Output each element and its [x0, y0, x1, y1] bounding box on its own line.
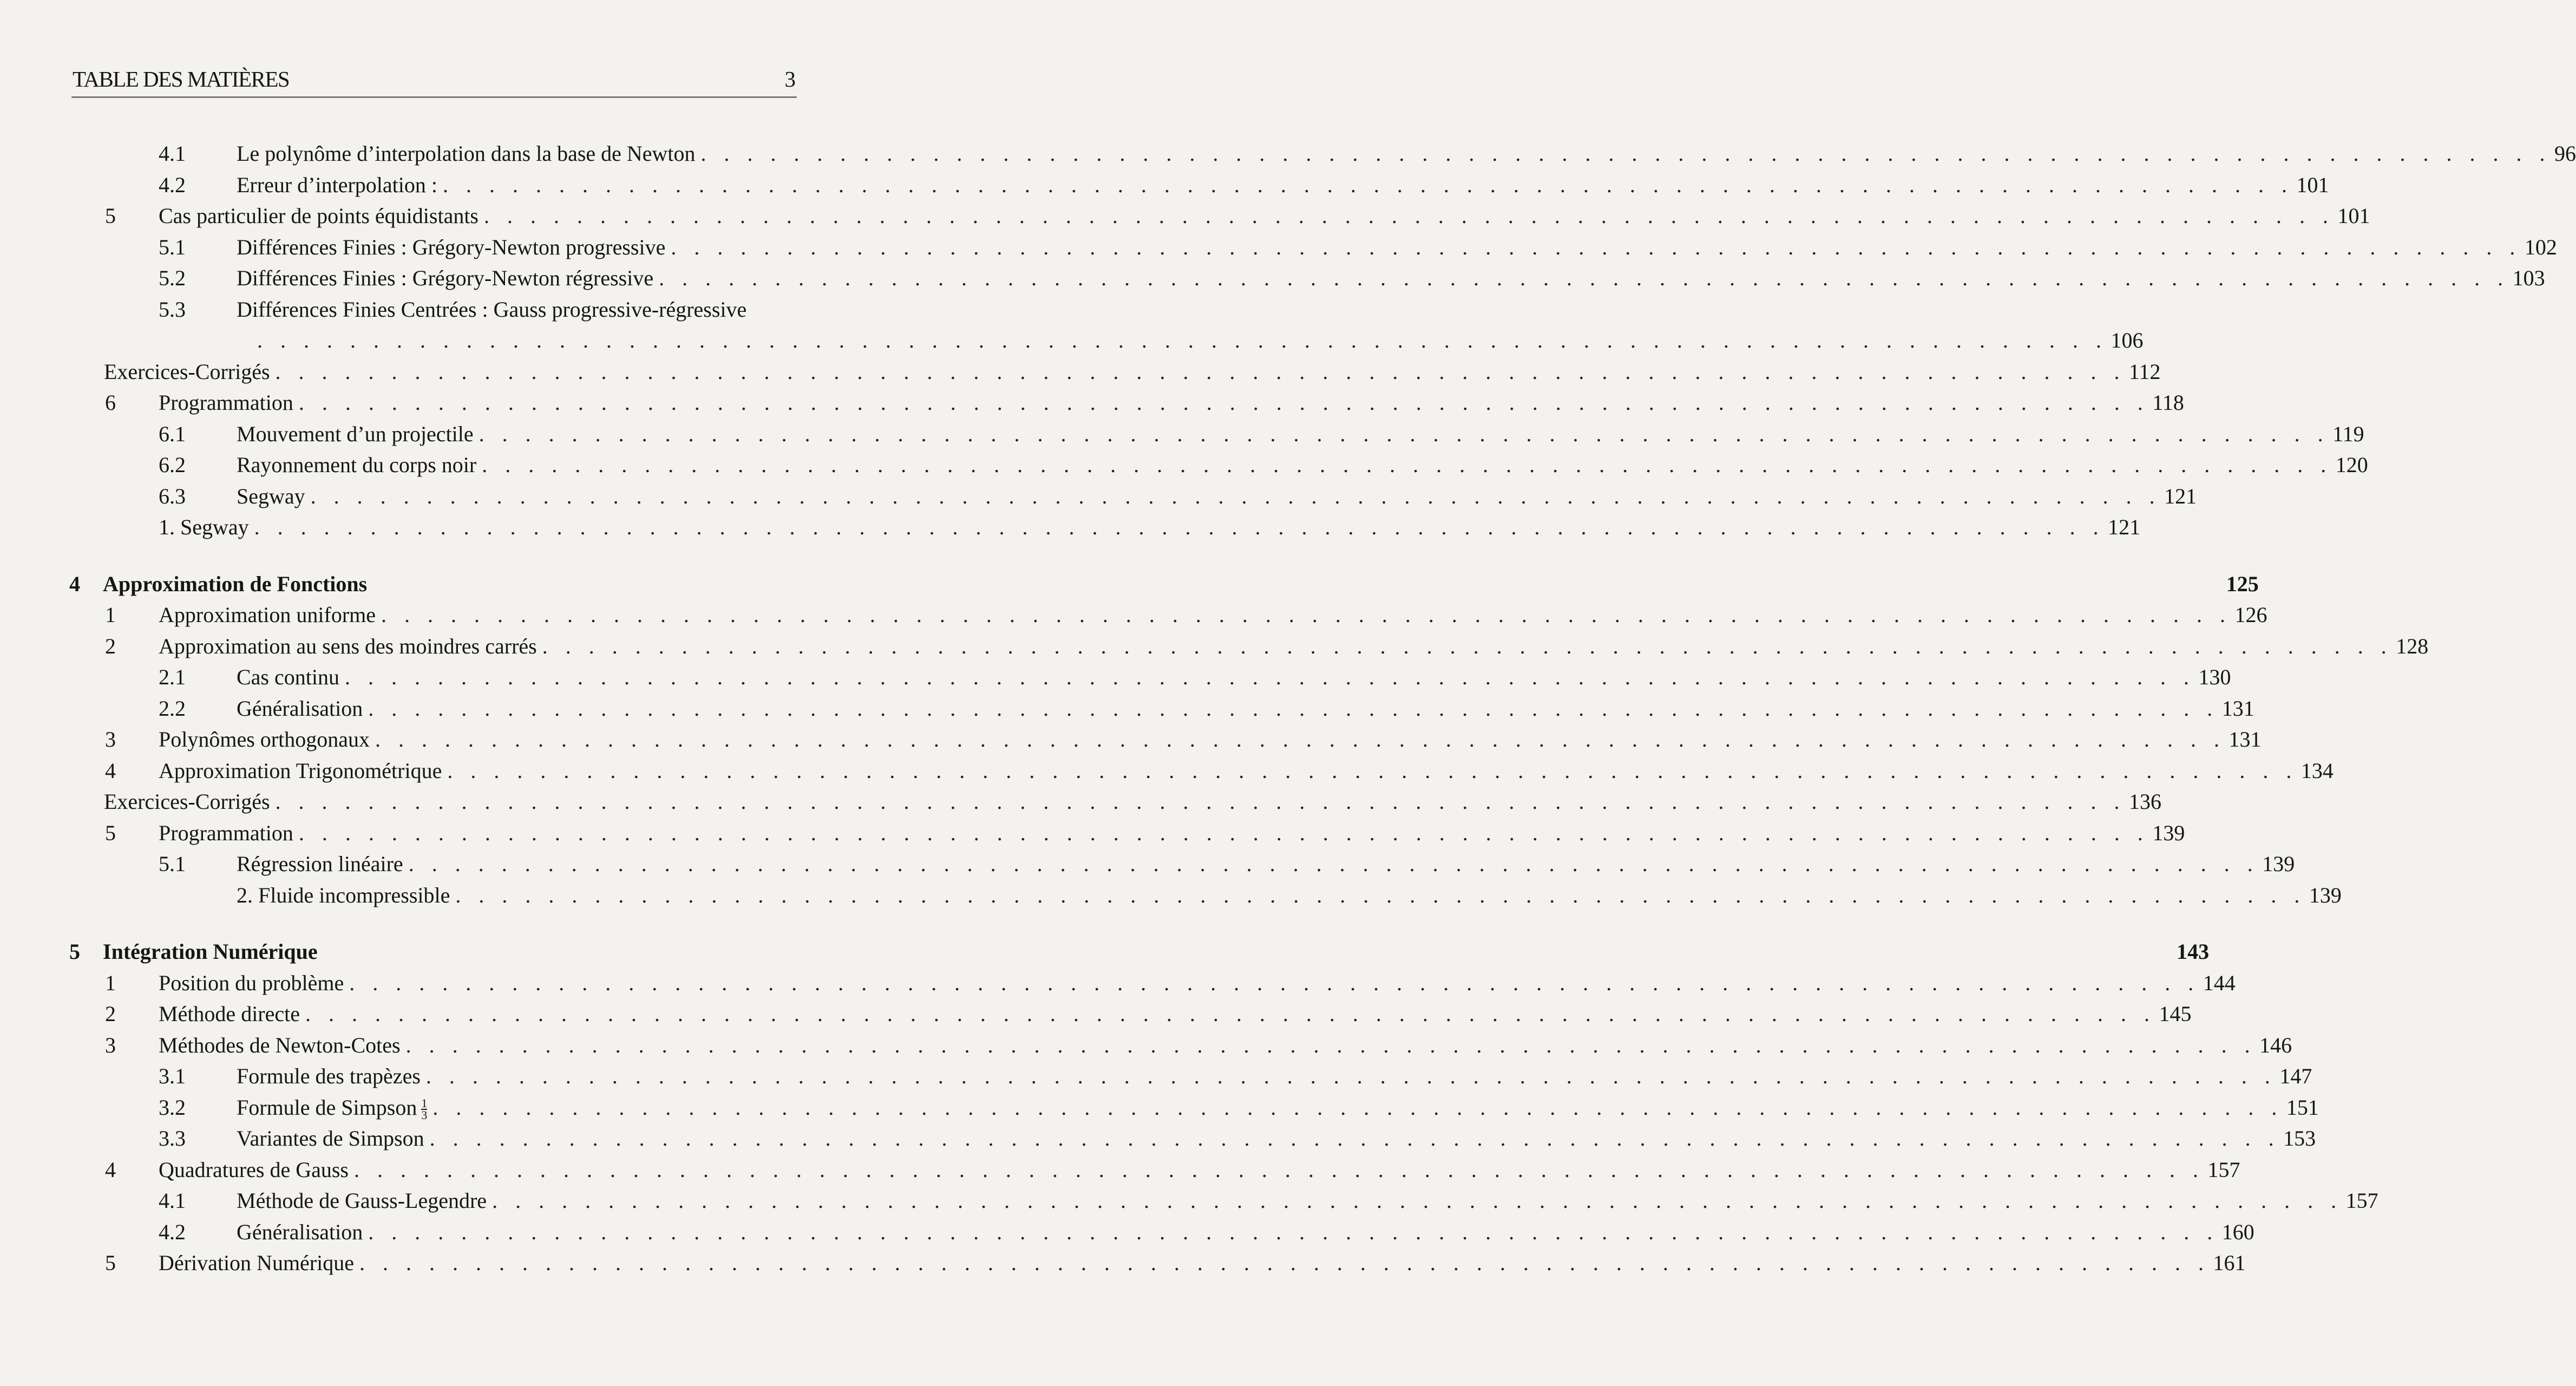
dot-leader: . . . . . . . . . . . . . . . . . . . . . . . . . . . . . . . . . . . . . . . . . . . . . . . . . . . . . . . . . . . . . . . . . . . . . . . . . . . . . . . .	[432, 1095, 2283, 1120]
dot-leader: . . . . . . . . . . . . . . . . . . . . . . . . . . . . . . . . . . . . . . . . . . . . . . . . . . . . . . . . . . . . . . . . . . . . . . . . . . . . . . . .	[275, 359, 2126, 384]
entry-title	[159, 724, 370, 755]
toc-entry	[0, 1247, 2246, 1279]
entry-number: 3.2	[159, 1095, 186, 1120]
toc-entry	[0, 1154, 2240, 1186]
entry-page-number: 161	[2213, 1251, 2246, 1275]
entry-title-text: Différences Finies : Grégory-Newton régressive	[237, 266, 654, 290]
entry-line	[159, 1030, 2292, 1061]
toc-entry	[0, 1061, 2312, 1092]
entry-title	[237, 1061, 421, 1092]
entry-title	[237, 1092, 427, 1123]
entry-title	[237, 138, 696, 169]
toc-entry	[0, 631, 2429, 662]
toc-entry	[0, 232, 2557, 263]
entry-line	[237, 1217, 2254, 1248]
dot-leader: . . . . . . . . . . . . . . . . . . . . . . . . . . . . . . . . . . . . . . . . . . . . . . . . . . . . . . . . . . . . . . . . . . . . . . . . . . . . . . . .	[368, 696, 2219, 721]
entry-title-text: Erreur d’interpolation :	[237, 172, 437, 197]
entry-title	[103, 936, 318, 967]
entry-line	[237, 263, 2545, 294]
entry-number: 2	[105, 1002, 116, 1026]
entry-title-text: Différences Finies Centrées : Gauss progressive-régressive	[237, 297, 747, 322]
entry-line	[159, 631, 2429, 662]
entry-line	[159, 818, 2185, 849]
dot-leader: . . . . . . . . . . . . . . . . . . . . . . . . . . . . . . . . . . . . . . . . . . . . . . . . . . . . . . . . . . . . . . . . . . . . . . . . . . . . . . . .	[381, 603, 2232, 627]
entry-line	[103, 568, 2259, 600]
entry-number: 2.2	[159, 696, 186, 721]
entry-title	[159, 818, 293, 849]
toc-entry	[0, 419, 2364, 450]
toc-entry	[0, 724, 2262, 755]
entry-title-text: Cas continu	[237, 665, 339, 689]
entry-line	[237, 169, 2329, 201]
toc-entry	[0, 848, 2295, 880]
entry-number: 5	[69, 939, 80, 964]
entry-title-text: Position du problème	[159, 970, 344, 995]
entry-title-text: 2. Fluide incompressible	[237, 882, 450, 907]
toc-chapter-entry	[0, 936, 2210, 967]
toc-entry	[0, 998, 2192, 1030]
entry-page-number: 147	[2279, 1064, 2312, 1088]
entry-number: 5.1	[159, 852, 186, 876]
toc-entry	[0, 169, 2329, 201]
entry-page-number: 134	[2300, 758, 2334, 783]
toc-entry	[0, 449, 2368, 481]
entry-title-text: Approximation Trigonométrique	[159, 758, 442, 783]
entry-page-number: 106	[2110, 328, 2144, 352]
entry-number: 4.2	[159, 1219, 186, 1244]
dot-leader: . . . . . . . . . . . . . . . . . . . . . . . . . . . . . . . . . . . . . . . . . . . . . . . . . . . . . . . . . . . . . . . . . . . . . . . . . . . . . . . .	[368, 1219, 2219, 1244]
entry-page-number: 146	[2259, 1032, 2292, 1057]
toc-entry	[0, 1123, 2316, 1154]
entry-page-number	[746, 294, 768, 325]
entry-title-text: Rayonnement du corps noir	[237, 453, 477, 477]
entry-number: 5	[105, 204, 116, 228]
entry-number: 6.1	[159, 421, 186, 446]
entry-line	[237, 880, 2342, 911]
entry-number: 5	[105, 820, 116, 845]
entry-line	[159, 724, 2262, 755]
entry-title-text: Régression linéaire	[237, 852, 403, 876]
entry-title	[237, 481, 305, 512]
page-number: 3	[784, 67, 796, 91]
entry-line	[237, 481, 2197, 512]
entry-number: 6.2	[159, 453, 186, 477]
entry-number: 4	[105, 758, 116, 783]
toc-entry	[0, 387, 2184, 419]
dot-leader: . . . . . . . . . . . . . . . . . . . . . . . . . . . . . . . . . . . . . . . . . . . . . . . . . . . . . . . . . . . . . . . . . . . . . . . . . . . . . . . .	[298, 390, 2149, 415]
entry-title-text: Méthode directe	[159, 1002, 300, 1026]
entry-title	[237, 693, 363, 724]
toc-entry	[0, 294, 851, 325]
entry-title-text: Méthode de Gauss-Legendre	[237, 1188, 487, 1213]
entry-number: 1	[105, 970, 116, 995]
dot-leader: . . . . . . . . . . . . . . . . . . . . . . . . . . . . . . . . . . . . . . . . . . . . . . . . . . . . . . . . . . . . . . . . . . . . . . . . . . . . . . . .	[425, 1064, 2277, 1088]
toc-entry	[0, 786, 2162, 818]
entry-title-text: Généralisation	[237, 696, 363, 721]
toc-entry	[0, 200, 2370, 232]
dot-leader: . . . . . . . . . . . . . . . . . . . . . . . . . . . . . . . . . . . . . . . . . . . . . . . . . . . . . . . . . . . . . . . . . . . . . . . . . . . . . . . .	[492, 1188, 2343, 1213]
entry-page-number: 145	[2159, 1002, 2192, 1026]
toc-entry	[0, 263, 2545, 294]
entry-page-number: 157	[2207, 1157, 2240, 1182]
entry-title	[237, 419, 474, 450]
entry-title-text: Approximation uniforme	[159, 603, 376, 627]
entry-page-number: 153	[2283, 1126, 2316, 1150]
running-header-title: TABLE DES MATIÈRES	[73, 67, 290, 91]
toc-entry	[0, 880, 2342, 911]
dot-leader: . . . . . . . . . . . . . . . . . . . . . . . . . . . . . . . . . . . . . . . . . . . . . . . . . . . . . . . . . . . . . . . . . . . . . . . . . . . . . . . .	[442, 172, 2293, 197]
entry-number: 4.1	[159, 141, 186, 166]
entry-title	[159, 512, 249, 543]
entry-line	[159, 512, 2141, 543]
entry-title-text: Généralisation	[237, 1219, 363, 1244]
entry-number: 3	[105, 1032, 116, 1057]
entry-title	[159, 1030, 401, 1061]
toc-entry	[0, 1217, 2254, 1248]
entry-number: 3.3	[159, 1126, 186, 1150]
entry-page-number: 121	[2164, 483, 2197, 508]
dot-leader: . . . . . . . . . . . . . . . . . . . . . . . . . . . . . . . . . . . . . . . . . . . . . . . . . . . . . . . . . . . . . . . . . . . . . . . . . . . . . . . .	[405, 1032, 2257, 1057]
entry-page-number: 125	[2226, 571, 2259, 596]
entry-line	[237, 138, 2576, 169]
entry-title	[237, 848, 403, 880]
entry-line	[104, 786, 2162, 818]
toc-entry	[0, 356, 2161, 388]
toc-entry	[0, 693, 2254, 724]
entry-title	[159, 998, 300, 1030]
toc-entry	[0, 967, 2236, 999]
dot-leader: . . . . . . . . . . . . . . . . . . . . . . . . . . . . . . . . . . . . . . . . . . . . . . . . . . . . . . . . . . . . . . . . . . . . . . . . . . . . . . . .	[484, 204, 2335, 228]
entry-title-text: Méthodes de Newton-Cotes	[159, 1032, 401, 1057]
entry-page-number: 118	[2152, 390, 2184, 415]
entry-title	[159, 1154, 349, 1186]
entry-title-text: Formule des trapèzes	[237, 1064, 421, 1088]
toc-entry	[0, 481, 2197, 512]
dot-leader: . . . . . . . . . . . . . . . . . . . . . . . . . . . . . . . . . . . . . . . . . . . . . . . . . . . . . . . . . . . . . . . . . . . . . . . . . . . . . . . .	[671, 234, 2521, 259]
header-rule-divider	[71, 96, 797, 98]
entry-title	[237, 662, 339, 693]
entry-number: 5.2	[159, 266, 186, 290]
entry-title	[159, 200, 479, 232]
dot-leader: . . . . . . . . . . . . . . . . . . . . . . . . . . . . . . . . . . . . . . . . . . . . . . . . . . . . . . . . . . . . . . . . . . . . . . . . . . . . . . . .	[257, 328, 2108, 352]
entry-title-text: Différences Finies : Grégory-Newton progressive	[237, 234, 666, 259]
entry-number: 5	[105, 1251, 116, 1275]
toc-entry	[0, 818, 2185, 849]
toc-entry	[0, 1185, 2378, 1217]
entry-line	[237, 232, 2557, 263]
entry-page-number: 126	[2234, 603, 2267, 627]
toc-entry	[0, 755, 2334, 787]
toc-entry	[0, 1030, 2292, 1061]
entry-number: 3	[105, 727, 116, 751]
entry-page-number: 143	[2177, 939, 2210, 964]
entry-number: 4.1	[159, 1188, 186, 1213]
entry-title	[237, 263, 653, 294]
entry-number: 6.3	[159, 483, 186, 508]
toc-entry	[0, 599, 2267, 631]
entry-line	[104, 356, 2161, 388]
entry-line	[159, 599, 2267, 631]
entry-title-text: Intégration Numérique	[103, 939, 318, 964]
entry-number: 2	[105, 633, 116, 658]
entry-title	[237, 169, 437, 201]
entry-title	[237, 449, 476, 481]
entry-title	[237, 1185, 487, 1217]
entry-page-number: 131	[2221, 696, 2254, 721]
entry-line	[237, 848, 2295, 880]
entry-number: 3.1	[159, 1064, 186, 1088]
entry-title	[159, 967, 344, 999]
dot-leader: . . . . . . . . . . . . . . . . . . . . . . . . . . . . . . . . . . . . . . . . . . . . . . . . . . . . . . . . . . . . . . . . . . . . . . . . . . . . . . . .	[310, 483, 2161, 508]
entry-number: 2.1	[159, 665, 186, 689]
entry-title	[159, 599, 376, 631]
entry-page-number: 103	[2512, 266, 2545, 290]
entry-page-number: 144	[2203, 970, 2236, 995]
entry-number: 6	[105, 390, 116, 415]
entry-title	[237, 232, 665, 263]
entry-title	[103, 568, 367, 600]
entry-number: 1	[105, 603, 116, 627]
entry-line	[237, 449, 2368, 481]
entry-page-number: 139	[2309, 882, 2342, 907]
entry-title-text: Programmation	[159, 390, 293, 415]
entry-line	[237, 1061, 2312, 1092]
entry-page-number: 151	[2286, 1095, 2319, 1120]
entry-page-number: 160	[2221, 1219, 2254, 1244]
entry-title	[104, 356, 270, 388]
entry-title-text: Exercices-Corrigés	[104, 359, 270, 384]
fraction-denominator: 3	[421, 1108, 428, 1122]
dot-leader: . . . . . . . . . . . . . . . . . . . . . . . . . . . . . . . . . . . . . . . . . . . . . . . . . . . . . . . . . . . . . . . . . . . . . . . . . . . . . . . .	[375, 727, 2226, 751]
dot-leader: . . . . . . . . . . . . . . . . . . . . . . . . . . . . . . . . . . . . . . . . . . . . . . . . . . . . . . . . . . . . . . . . . . . . . . . . . . . . . . . .	[447, 758, 2298, 783]
entry-title	[104, 786, 270, 818]
toc-entry	[0, 1092, 2319, 1123]
dot-leader: . . . . . . . . . . . . . . . . . . . . . . . . . . . . . . . . . . . . . . . . . . . . . . . . . . . . . . . . . . . . . . . . . . . . . . . . . . . . . . . .	[254, 515, 2105, 539]
toc-entry	[0, 138, 2576, 169]
entry-line	[237, 1185, 2378, 1217]
dot-leader: . . . . . . . . . . . . . . . . . . . . . . . . . . . . . . . . . . . . . . . . . . . . . . . . . . . . . . . . . . . . . . . . . . . . . . . . . . . . . . . .	[305, 1002, 2156, 1026]
entry-number: 5.1	[159, 234, 186, 259]
entry-line	[252, 325, 2144, 356]
entry-title-text: Le polynôme d’interpolation dans la base de Newton	[237, 141, 696, 166]
toc-entry	[0, 325, 2144, 356]
entry-line	[159, 998, 2192, 1030]
dot-leader: . . . . . . . . . . . . . . . . . . . . . . . . . . . . . . . . . . . . . . . . . . . . . . . . . . . . . . . . . . . . . . . . . . . . . . . . . . . . . . . .	[479, 421, 2330, 446]
dot-leader: . . . . . . . . . . . . . . . . . . . . . . . . . . . . . . . . . . . . . . . . . . . . . . . . . . . . . . . . . . . . . . . . . . . . . . . . . . . . . . . .	[359, 1251, 2210, 1275]
dot-leader: . . . . . . . . . . . . . . . . . . . . . . . . . . . . . . . . . . . . . . . . . . . . . . . . . . . . . . . . . . . . . . . . . . . . . . . . . . . . . . . .	[542, 633, 2393, 658]
toc-entry	[0, 512, 2141, 543]
entry-line	[237, 294, 768, 325]
dot-leader: . . . . . . . . . . . . . . . . . . . . . . . . . . . . . . . . . . . . . . . . . . . . . . . . . . . . . . . . . . . . . . . . . . . . . . . . . . . . . . . .	[344, 665, 2195, 689]
entry-title	[159, 631, 537, 662]
entry-title-text: 1. Segway	[159, 515, 249, 539]
entry-line	[159, 1154, 2240, 1186]
entry-page-number: 136	[2129, 789, 2162, 814]
dot-leader: . . . . . . . . . . . . . . . . . . . . . . . . . . . . . . . . . . . . . . . . . . . . . . . . . . . . . . . . . . . . . . . . . . . . . . . . . . . . . . . .	[298, 820, 2149, 845]
dot-leader: . . . . . . . . . . . . . . . . . . . . . . . . . . . . . . . . . . . . . . . . . . . . . . . . . . . . . . . . . . . . . . . . . . . . . . . . . . . . . . . .	[455, 882, 2306, 907]
entry-line	[237, 662, 2231, 693]
entry-title	[237, 1123, 424, 1154]
entry-line	[159, 1247, 2246, 1279]
entry-page-number: 102	[2524, 234, 2557, 259]
fraction-numerator: 1	[421, 1096, 428, 1110]
dot-leader: . . . . . . . . . . . . . . . . . . . . . . . . . . . . . . . . . . . . . . . . . . . . . . . . . . . . . . . . . . . . . . . . . . . . . . . . . . . . . . . .	[700, 141, 2552, 166]
entry-number: 4	[105, 1157, 116, 1182]
toc-entry	[0, 662, 2231, 693]
entry-title-text: Exercices-Corrigés	[104, 789, 270, 814]
entry-page-number: 157	[2345, 1188, 2378, 1213]
entry-line	[237, 1092, 2319, 1123]
dot-leader: . . . . . . . . . . . . . . . . . . . . . . . . . . . . . . . . . . . . . . . . . . . . . . . . . . . . . . . . . . . . . . . . . . . . . . . . . . . . . . . .	[275, 789, 2126, 814]
dot-leader: . . . . . . . . . . . . . . . . . . . . . . . . . . . . . . . . . . . . . . . . . . . . . . . . . . . . . . . . . . . . . . . . . . . . . . . . . . . . . . . .	[482, 453, 2332, 477]
entry-page-number: 101	[2337, 204, 2370, 228]
entry-title	[237, 880, 450, 911]
entry-line	[159, 200, 2370, 232]
entry-title-text: Dérivation Numérique	[159, 1251, 354, 1275]
entry-page-number: 96	[2554, 141, 2576, 166]
entry-title-text: Polynômes orthogonaux	[159, 727, 370, 751]
entry-line	[103, 936, 2210, 967]
entry-page-number: 112	[2129, 359, 2161, 384]
entry-title	[159, 387, 293, 419]
entry-title-text: Approximation de Fonctions	[103, 571, 368, 596]
entry-page-number: 120	[2335, 453, 2368, 477]
entry-page-number: 139	[2152, 820, 2185, 845]
dot-leader: . . . . . . . . . . . . . . . . . . . . . . . . . . . . . . . . . . . . . . . . . . . . . . . . . . . . . . . . . . . . . . . . . . . . . . . . . . . . . . . .	[408, 852, 2259, 876]
dot-leader: . . . . . . . . . . . . . . . . . . . . . . . . . . . . . . . . . . . . . . . . . . . . . . . . . . . . . . . . . . . . . . . . . . . . . . . . . . . . . . . .	[659, 266, 2509, 290]
entry-title	[237, 294, 746, 325]
entry-number: 4.2	[159, 172, 186, 197]
entry-page-number: 131	[2228, 727, 2262, 751]
entry-page-number: 121	[2108, 515, 2141, 539]
entry-line	[159, 387, 2184, 419]
fraction	[421, 1098, 427, 1121]
entry-line	[159, 755, 2334, 787]
entry-number: 4	[69, 571, 80, 596]
entry-title-text: Approximation au sens des moindres carrés	[159, 633, 537, 658]
entry-title-text: Cas particulier de points équidistants	[159, 204, 479, 228]
entry-title	[159, 1247, 354, 1279]
entry-line	[237, 419, 2364, 450]
entry-page-number: 130	[2198, 665, 2231, 689]
dot-leader: . . . . . . . . . . . . . . . . . . . . . . . . . . . . . . . . . . . . . . . . . . . . . . . . . . . . . . . . . . . . . . . . . . . . . . . . . . . . . . . .	[349, 970, 2200, 995]
toc-chapter-entry	[0, 568, 2259, 600]
entry-line	[159, 967, 2236, 999]
entry-title-text: Formule de Simpson	[237, 1095, 417, 1120]
entry-line	[237, 1123, 2316, 1154]
entry-title	[237, 1217, 363, 1248]
dot-leader: . . . . . . . . . . . . . . . . . . . . . . . . . . . . . . . . . . . . . . . . . . . . . . . . . . . . . . . . . . . . . . . . . . . . . . . . . . . . . . . .	[354, 1157, 2205, 1182]
entry-title-text: Quadratures de Gauss	[159, 1157, 349, 1182]
table-of-contents	[0, 138, 2576, 1279]
entry-page-number: 119	[2332, 421, 2364, 446]
dot-leader: . . . . . . . . . . . . . . . . . . . . . . . . . . . . . . . . . . . . . . . . . . . . . . . . . . . . . . . . . . . . . . . . . . . . . . . . . . . . . . . .	[429, 1126, 2280, 1150]
entry-number: 5.3	[159, 297, 186, 322]
entry-title-text: Variantes de Simpson	[237, 1126, 424, 1150]
entry-title	[159, 755, 442, 787]
entry-title-text: Mouvement d’un projectile	[237, 421, 474, 446]
entry-title-text: Programmation	[159, 820, 293, 845]
entry-page-number: 101	[2296, 172, 2329, 197]
entry-title-text: Segway	[237, 483, 305, 508]
entry-page-number: 139	[2262, 852, 2295, 876]
entry-line	[237, 693, 2254, 724]
entry-page-number: 128	[2396, 633, 2429, 658]
